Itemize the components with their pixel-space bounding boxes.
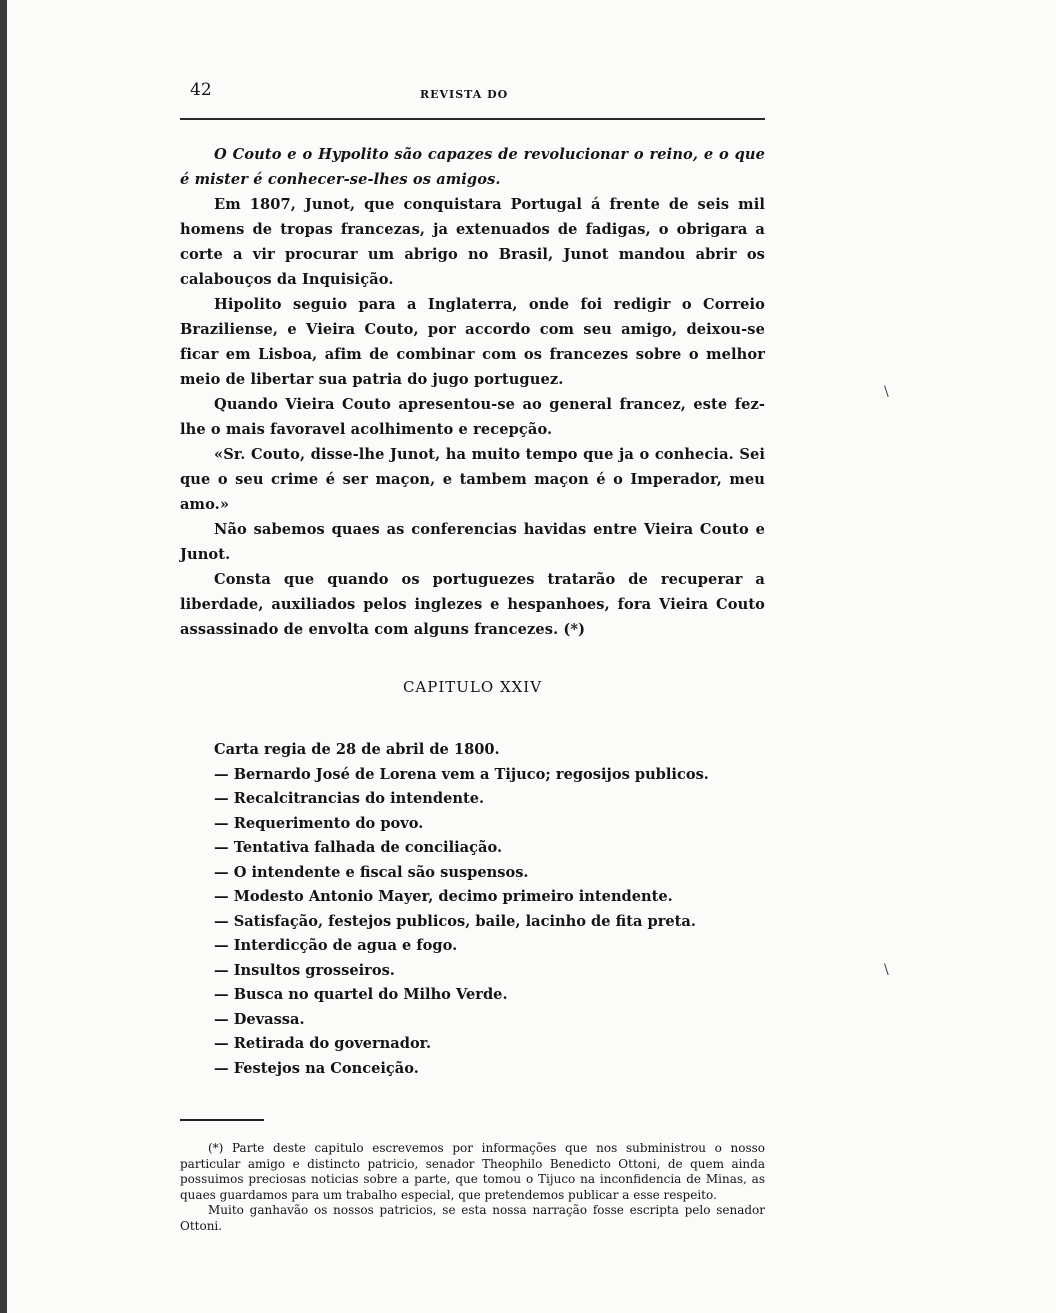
body-paragraph: Não sabemos quaes as conferencias havidas entre Vieira Couto e Junot. xyxy=(180,521,765,563)
scan-speck: \ xyxy=(884,962,889,978)
page-header xyxy=(180,76,765,104)
body-paragraph: Em 1807, Junot, que conquistara Portugal á frente de seis mil homens de tropas francezas, ja extenuados de fadigas, o obrigara a corte a vir procurar um abrigo no Brasil, Junot mandou abrir os calabouços da Inquisição. xyxy=(180,196,765,288)
summary-item: — Modesto Antonio Mayer, decimo primeiro intendente. xyxy=(214,885,765,910)
running-title: REVISTA DO xyxy=(420,88,509,101)
summary-item: — Recalcitrancias do intendente. xyxy=(214,787,765,812)
summary-item: — Insultos grosseiros. xyxy=(214,959,765,984)
summary-item: — Tentativa falhada de conciliação. xyxy=(214,836,765,861)
document-page xyxy=(180,76,765,1234)
page-number: 42 xyxy=(190,80,212,100)
footnote-paragraph: Muito ganhavão os nossos patricios, se esta nossa narração fosse escripta pelo senador Ottoni. xyxy=(180,1203,765,1233)
footnote-paragraph: (*) Parte deste capitulo escrevemos por informações que nos subministrou o nosso particular amigo e distincto patricio, senador Theophilo Benedicto Ottoni, de quem ainda possuimos preciosas noticias sobre a parte, que tomou o Tijuco na inconfidencia de Minas, as quaes guardamos para um trabalho especial, que pretendemos publicar a esse respeito. xyxy=(180,1141,765,1202)
header-rule xyxy=(180,118,765,120)
body-paragraph: O Couto e o Hypolito são capazes de revolucionar o reino, e o que é mister é conhecer-se-lhes os amigos. xyxy=(180,146,765,188)
summary-item: — Interdicção de agua e fogo. xyxy=(214,934,765,959)
summary-item: — Festejos na Conceição. xyxy=(214,1057,765,1082)
summary-item: — Satisfação, festejos publicos, baile, lacinho de fita preta. xyxy=(214,910,765,935)
summary-item: — Retirada do governador. xyxy=(214,1032,765,1057)
body-paragraph: Hipolito seguio para a Inglaterra, onde foi redigir o Correio Braziliense, e Vieira Couto, por accordo com seu amigo, deixou-se ficar em Lisboa, afim de combinar com os francezes sobre o melhor meio de libertar sua patria do jugo portuguez. xyxy=(180,296,765,388)
body-paragraph: Consta que quando os portuguezes tratarão de recuperar a liberdade, auxiliados pelos inglezes e hespanhoes, fora Vieira Couto assassinado de envolta com alguns francezes. (*) xyxy=(180,571,765,638)
scan-page-edge xyxy=(0,0,7,1313)
summary-item: — O intendente e fiscal são suspensos. xyxy=(214,861,765,886)
summary-item: — Bernardo José de Lorena vem a Tijuco; regosijos publicos. xyxy=(214,763,765,788)
body-paragraph: «Sr. Couto, disse-lhe Junot, ha muito tempo que ja o conhecia. Sei que o seu crime é ser maçon, e tambem maçon é o Imperador, meu amo.» xyxy=(180,446,765,513)
chapter-summary xyxy=(214,738,765,1081)
body-text xyxy=(180,142,765,642)
summary-list xyxy=(214,763,765,1082)
summary-item: — Busca no quartel do Milho Verde. xyxy=(214,983,765,1008)
summary-item: — Devassa. xyxy=(214,1008,765,1033)
summary-lead: Carta regia de 28 de abril de 1800. xyxy=(214,741,500,758)
footnote-rule xyxy=(180,1119,264,1121)
scan-speck: \ xyxy=(884,384,889,400)
chapter-title: CAPITULO XXIV xyxy=(402,678,543,696)
summary-item: — Requerimento do povo. xyxy=(214,812,765,837)
footnotes xyxy=(180,1141,765,1234)
body-paragraph: Quando Vieira Couto apresentou-se ao general francez, este fez-lhe o mais favoravel acolhimento e recepção. xyxy=(180,396,765,438)
